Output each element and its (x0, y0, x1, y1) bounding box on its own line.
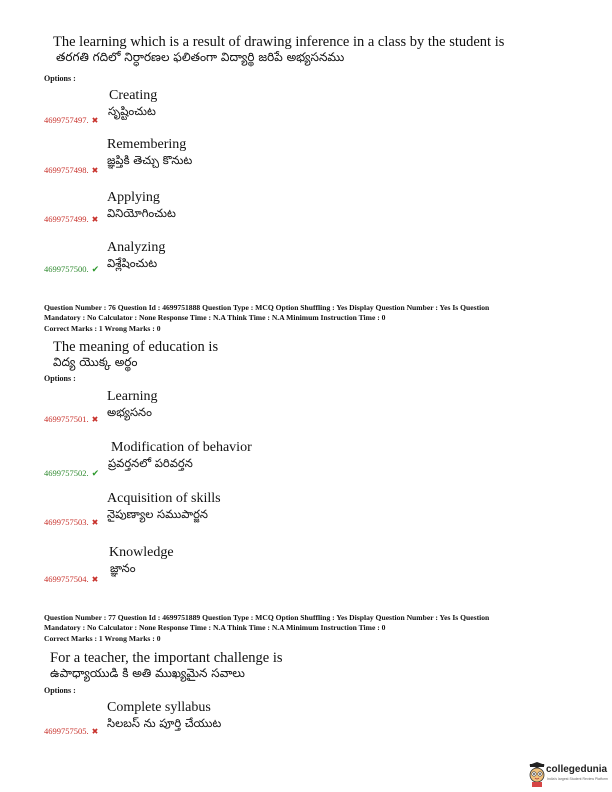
option-text-english: Analyzing (107, 240, 166, 255)
check-icon: ✔ (91, 469, 100, 479)
cross-icon: ✖ (91, 575, 99, 584)
option-text-telugu: సిలబస్ ను పూర్తి చేయుట (107, 716, 222, 730)
question-text-english: The learning which is a result of drawing inference in a class by the student is (53, 34, 505, 50)
cross-icon: ✖ (91, 215, 99, 224)
option-text-telugu: సృష్టించుట (108, 104, 156, 118)
option-text-telugu: జ్ఞానం (110, 561, 136, 575)
option-id: 4699757501. (44, 414, 89, 424)
options-label: Options : (44, 374, 76, 383)
option-text-telugu: వినియోగించుట (107, 206, 176, 220)
question-meta-line: Question Number : 76 Question Id : 4699751888 Question Type : MCQ Option Shuffling : Yes Display Question Number : Yes Is Question (44, 303, 490, 312)
check-icon: ✔ (91, 265, 100, 275)
option-id-wrong (44, 517, 98, 527)
logo-tagline: India's largest Student Review Platform (547, 777, 608, 781)
question-text-telugu: విద్య యొక్క అర్థం (53, 355, 138, 369)
option-id: 4699757499. (44, 214, 89, 224)
cross-icon: ✖ (91, 727, 99, 736)
option-text-telugu: నైపుణ్యాల సముపార్జన (107, 507, 208, 521)
cross-icon: ✖ (91, 415, 99, 424)
cross-icon: ✖ (91, 166, 99, 175)
option-id: 4699757498. (44, 165, 89, 175)
option-id-wrong (44, 726, 98, 736)
option-id-wrong (44, 115, 98, 125)
cross-icon: ✖ (91, 116, 99, 125)
option-id-wrong (44, 214, 98, 224)
options-label: Options : (44, 686, 76, 695)
option-text-telugu: జ్ఞప్తికి తెచ్చు కొనుట (107, 153, 193, 167)
question-text-telugu: ఉపాధ్యాయుడి కి అతి ముఖ్యమైన సవాలు (50, 666, 245, 680)
option-id: 4699757505. (44, 726, 89, 736)
option-id: 4699757502. (44, 468, 89, 478)
logo-wordmark: collegedunia (546, 764, 608, 775)
option-text-telugu: విశ్లేషించుట (107, 256, 158, 270)
options-label: Options : (44, 74, 76, 83)
question-meta-line: Mandatory : No Calculator : None Response Time : N.A Think Time : N.A Minimum Instruction Time : 0 (44, 313, 386, 322)
question-text-english: For a teacher, the important challenge is (50, 650, 283, 666)
question-text-telugu: తరగతి గదిలో నిర్ధారణల ఫలితంగా విద్యార్థి జరిపే అభ్యసనము (56, 50, 345, 64)
option-text-english: Modification of behavior (111, 440, 252, 455)
option-id-wrong (44, 574, 98, 584)
option-text-telugu: అభ్యసనం (107, 405, 152, 419)
option-id-correct (44, 264, 99, 275)
option-id-wrong (44, 414, 98, 424)
option-text-english: Creating (109, 88, 158, 103)
collegedunia-logo (528, 760, 612, 792)
option-text-english: Knowledge (109, 545, 174, 560)
option-text-english: Learning (107, 389, 158, 404)
question-meta-line: Question Number : 77 Question Id : 4699751889 Question Type : MCQ Option Shuffling : Yes Display Question Number : Yes Is Question (44, 613, 490, 622)
option-id-correct (44, 468, 99, 479)
option-id: 4699757503. (44, 517, 89, 527)
question-text-english: The meaning of education is (53, 339, 219, 355)
option-id: 4699757500. (44, 264, 89, 274)
option-id: 4699757504. (44, 574, 89, 584)
option-text-english: Remembering (107, 137, 187, 152)
cross-icon: ✖ (91, 518, 99, 527)
option-text-english: Acquisition of skills (107, 491, 221, 506)
option-text-english: Complete syllabus (107, 700, 211, 715)
question-marks-line: Correct Marks : 1 Wrong Marks : 0 (44, 634, 161, 643)
option-id: 4699757497. (44, 115, 89, 125)
option-text-english: Applying (107, 190, 160, 205)
option-id-wrong (44, 165, 98, 175)
owl-mascot-icon (528, 762, 546, 788)
option-text-telugu: ప్రవర్తనలో పరివర్తన (108, 456, 193, 470)
question-marks-line: Correct Marks : 1 Wrong Marks : 0 (44, 324, 161, 333)
question-meta-line: Mandatory : No Calculator : None Response Time : N.A Think Time : N.A Minimum Instruction Time : 0 (44, 623, 386, 632)
